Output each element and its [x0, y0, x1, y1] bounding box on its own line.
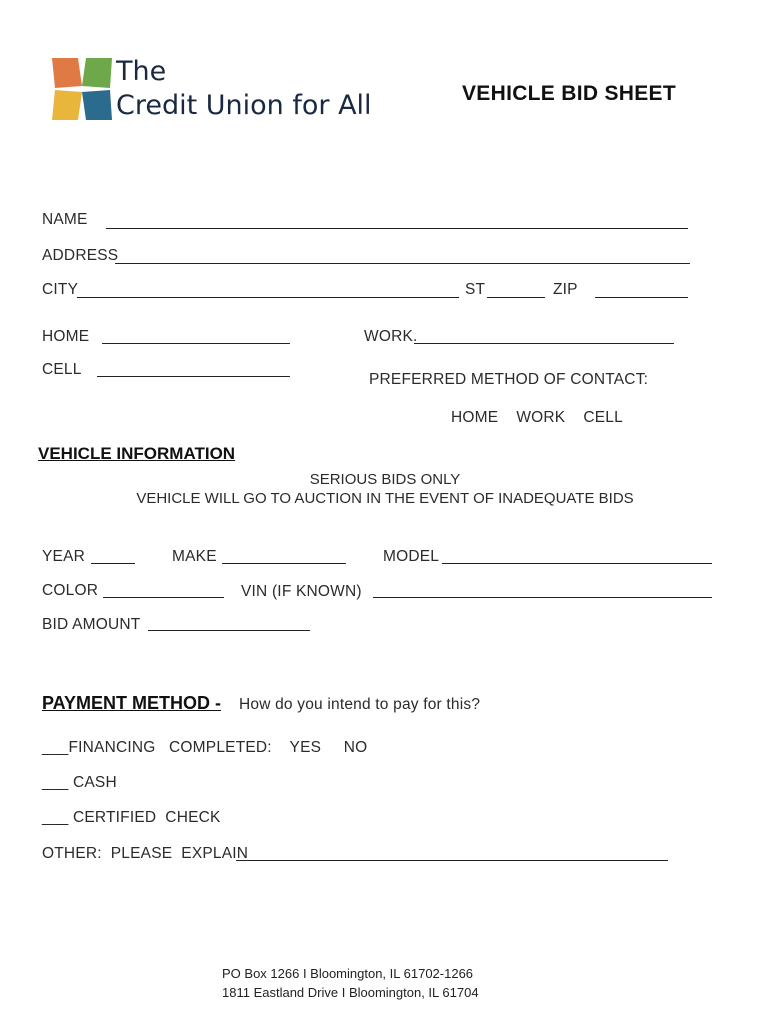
color-label: COLOR: [42, 582, 99, 599]
preferred-contact-label: PREFERRED METHOD OF CONTACT:: [369, 371, 649, 388]
other-explain-field[interactable]: [236, 860, 668, 861]
vin-field[interactable]: [373, 597, 712, 598]
certified-check-option[interactable]: ___ CERTIFIED CHECK: [42, 809, 221, 826]
payment-method-heading: PAYMENT METHOD -: [42, 693, 222, 713]
brand-line-1: The: [116, 56, 167, 87]
city-label: CITY: [42, 281, 79, 298]
address-field[interactable]: [115, 263, 690, 264]
page-title: VEHICLE BID SHEET: [462, 82, 676, 105]
financing-option[interactable]: ___FINANCING COMPLETED: YES NO: [42, 739, 368, 756]
model-field[interactable]: [442, 563, 712, 564]
name-label: NAME: [42, 211, 88, 228]
state-field[interactable]: [487, 297, 545, 298]
brand-line-2: Credit Union for All: [116, 90, 372, 121]
other-explain-label: OTHER: PLEASE EXPLAIN: [42, 845, 249, 862]
year-label: YEAR: [42, 548, 86, 565]
address-label: ADDRESS: [42, 247, 119, 264]
auction-note: VEHICLE WILL GO TO AUCTION IN THE EVENT OF INADEQUATE BIDS: [136, 490, 634, 507]
name-field[interactable]: [106, 228, 688, 229]
bid-amount-field[interactable]: [148, 630, 310, 631]
cash-option[interactable]: ___ CASH: [42, 774, 117, 791]
vehicle-info-heading: VEHICLE INFORMATION: [38, 444, 236, 463]
preferred-contact-options[interactable]: HOME WORK CELL: [451, 409, 623, 426]
bid-amount-label: BID AMOUNT: [42, 616, 141, 633]
payment-question: How do you intend to pay for this?: [239, 696, 481, 713]
make-field[interactable]: [222, 563, 346, 564]
make-label: MAKE: [172, 548, 217, 565]
footer-street-address: 1811 Eastland Drive I Bloomington, IL 61704: [222, 985, 479, 1000]
home-phone-label: HOME: [42, 328, 90, 345]
zip-field[interactable]: [595, 297, 688, 298]
vin-label: VIN (IF KNOWN): [241, 583, 362, 600]
work-phone-label: WORK.: [364, 328, 418, 345]
footer-po-box: PO Box 1266 I Bloomington, IL 61702-1266: [222, 966, 474, 981]
credit-union-logo-icon: [52, 58, 112, 120]
year-field[interactable]: [91, 563, 135, 564]
cell-phone-field[interactable]: [97, 376, 290, 377]
state-label: ST: [465, 281, 486, 298]
model-label: MODEL: [383, 548, 440, 565]
zip-label: ZIP: [553, 281, 578, 298]
work-phone-field[interactable]: [414, 343, 674, 344]
serious-bids-note: SERIOUS BIDS ONLY: [309, 471, 461, 488]
home-phone-field[interactable]: [102, 343, 290, 344]
cell-phone-label: CELL: [42, 361, 82, 378]
color-field[interactable]: [103, 597, 224, 598]
city-field[interactable]: [77, 297, 459, 298]
